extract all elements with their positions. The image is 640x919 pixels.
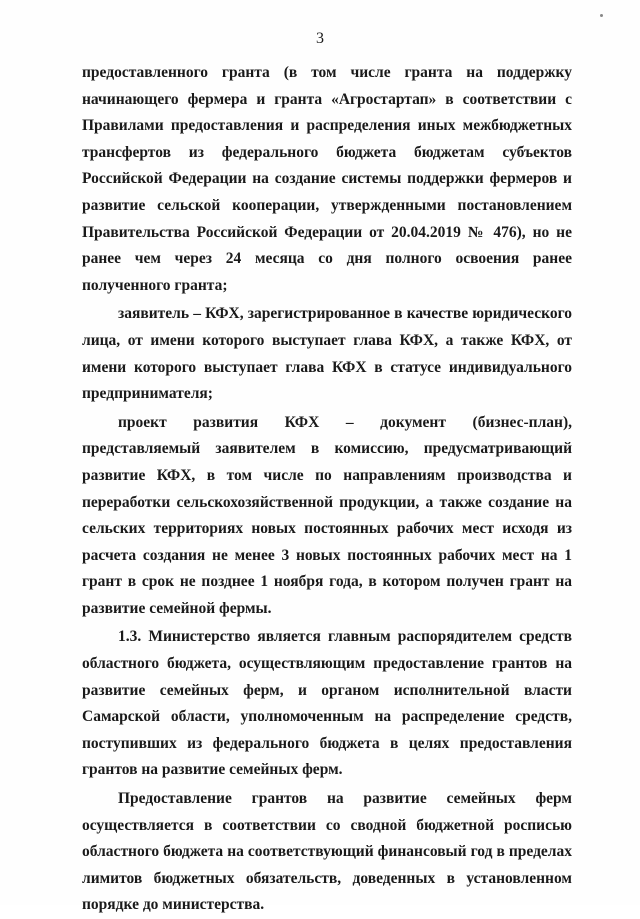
paragraph-applicant-definition: заявитель – КФХ, зарегистрированное в качестве юридического лица, от имени которого выступает глава КФХ, а также КФХ, от имени которого выступает глава КФХ в статусе индивидуального предпринимателя;	[82, 305, 572, 403]
scan-speck	[600, 14, 603, 17]
page-number: 3	[316, 30, 324, 47]
paragraph-project-definition: проект развития КФХ – документ (бизнес-план), представляемый заявителем в комиссию, предусматривающий развитие КФХ, в том числе по направлениям производства и переработки сельскохозяйственной продукции, а также создание на сельских территориях новых постоянных рабочих мест исходя из расчета создания не менее 3 новых постоянных рабочих мест на 1 грант в срок не позднее 1 ноября года, в котором получен грант на развитие семейной фермы.	[82, 413, 572, 617]
paragraph-grant-definition: предоставленного гранта (в том числе гранта на поддержку начинающего фермера и гранта «Агростартап» в соответствии с Правилами предоставления и распределения иных межбюджетных трансфертов из федерального бюджета бюджетам субъектов Российской Федерации на создание системы поддержки фермеров и развитие сельской кооперации, утвержденными постановлением Правительства Российской Федерации от 20.04.2019 № 476), но не ранее чем через 24 месяца со дня полного освоения ранее полученного гранта;	[82, 64, 572, 294]
paragraph-section-1-3: 1.3. Министерство является главным распорядителем средств областного бюджета, осуществляющим предоставление грантов на развитие семейных ферм, и органом исполнительной власти Самарской области, уполномоченным на распределение средств, поступивших из федерального бюджета в целях предоставления грантов на развитие семейных ферм.	[82, 628, 572, 779]
document-body	[82, 60, 572, 919]
paragraph-grant-provision: Предоставление грантов на развитие семейных ферм осуществляется в соответствии со сводной бюджетной росписью областного бюджета на соответствующий финансовый год в пределах лимитов бюджетных обязательств, доведенных в установленном порядке до министерства.	[82, 790, 572, 914]
